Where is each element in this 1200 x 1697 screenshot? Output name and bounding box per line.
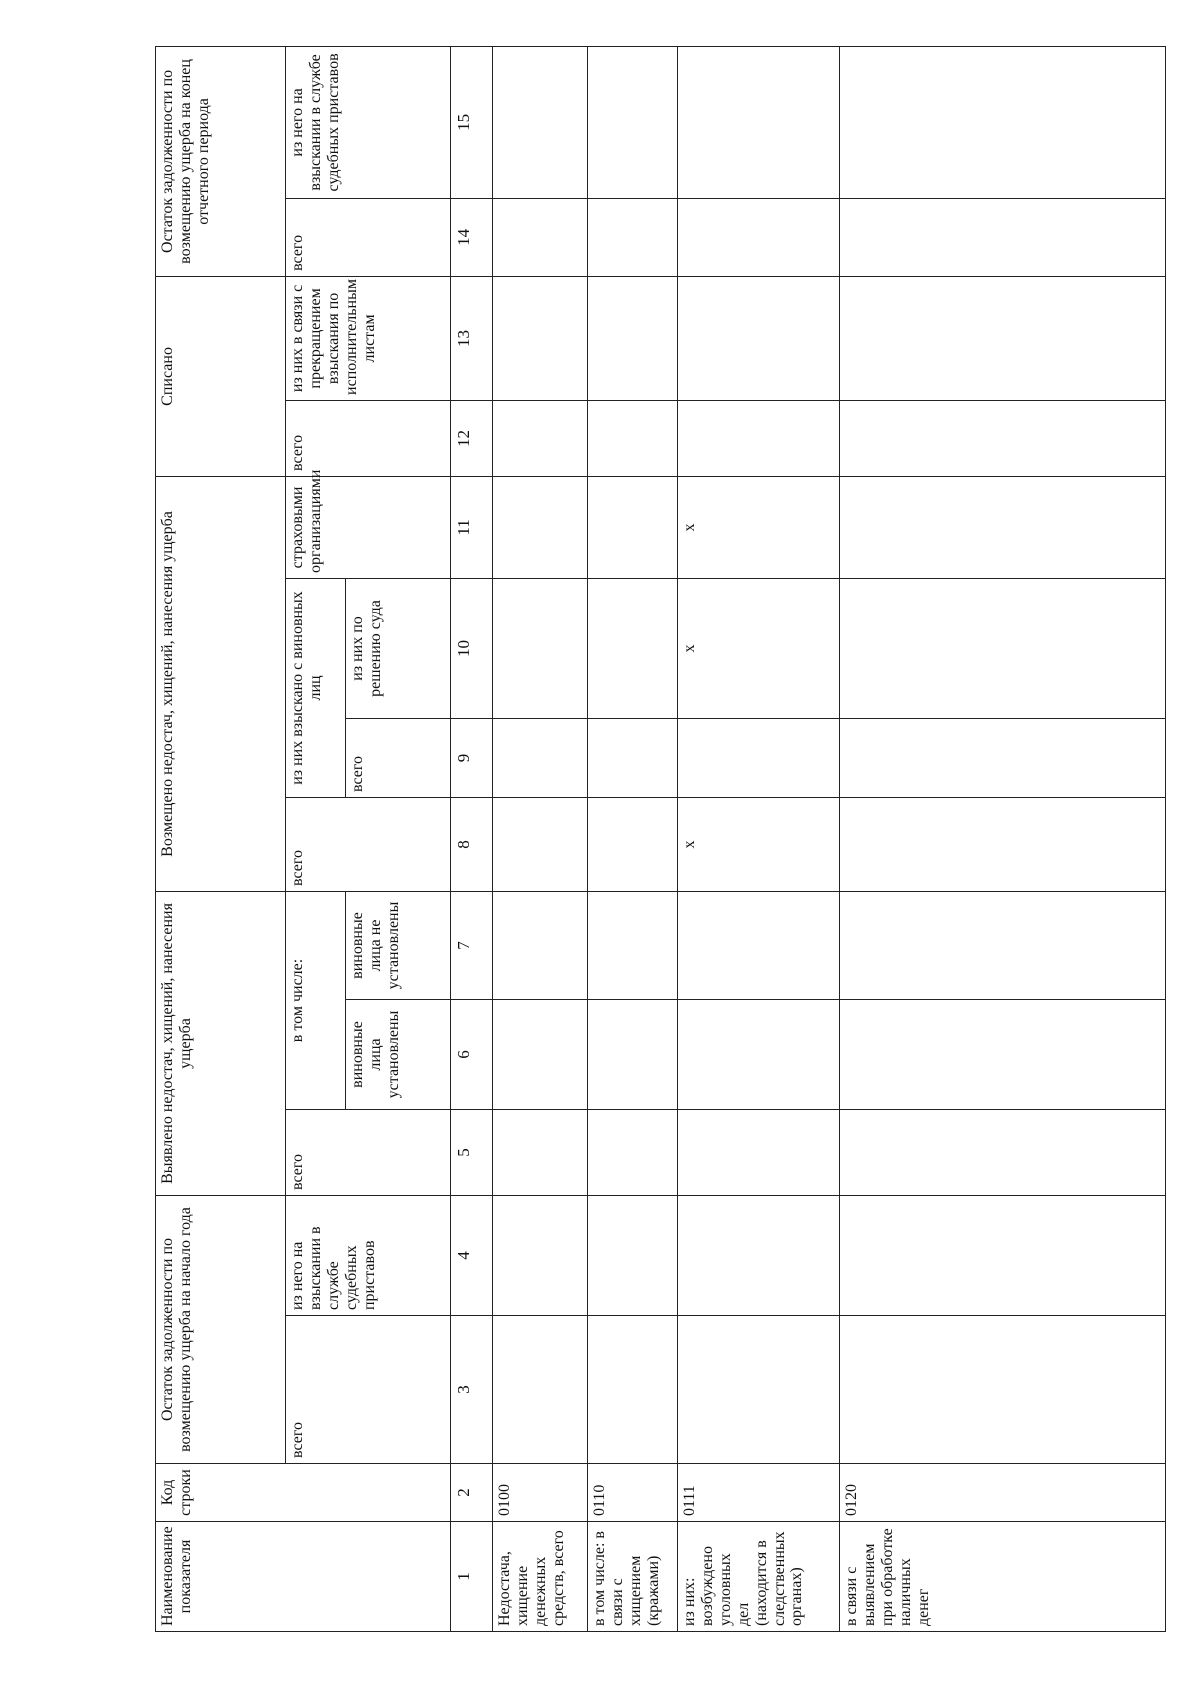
col-num-9: 9: [451, 718, 493, 797]
not-applicable-mark: x: [678, 578, 840, 718]
not-applicable-mark: x: [678, 476, 840, 578]
cell: [493, 1195, 588, 1315]
row-label: Недостача, хищение денежных средств, всего: [493, 1522, 588, 1632]
header-wo-total: всего: [286, 400, 451, 476]
cell: [678, 891, 840, 999]
not-applicable-mark: x: [678, 797, 840, 891]
cell: [588, 276, 678, 400]
col-num-3: 3: [451, 1316, 493, 1464]
cell: [493, 476, 588, 578]
cell: [588, 999, 678, 1109]
cell: [840, 999, 1166, 1109]
col-num-13: 13: [451, 276, 493, 400]
header-row-2: [286, 46, 346, 1631]
col-num-7: 7: [451, 891, 493, 999]
cell: [493, 891, 588, 999]
cell: [588, 718, 678, 797]
cell: [493, 1109, 588, 1195]
col-num-6: 6: [451, 999, 493, 1109]
cell: [678, 276, 840, 400]
col-num-4: 4: [451, 1195, 493, 1315]
table-row: [840, 46, 1166, 1631]
col-num-11: 11: [451, 476, 493, 578]
cell: [678, 1109, 840, 1195]
cell: [678, 718, 840, 797]
cell: [678, 1195, 840, 1315]
header-reimb-court: из них по решению суда: [346, 578, 451, 718]
cell: [588, 46, 678, 198]
col-num-5: 5: [451, 1109, 493, 1195]
cell: [678, 46, 840, 198]
header-found-guilty-known: виновные лица установлены: [346, 999, 451, 1109]
table-row: [588, 46, 678, 1631]
row-label: из них: возбуждено уголовных дел (находится в следственных органах): [678, 1522, 840, 1632]
col-num-12: 12: [451, 400, 493, 476]
row-label: в связи с выявлением при обработке наличных денег: [840, 1522, 1166, 1632]
header-reimb-insurance: страховыми организациями: [286, 476, 451, 578]
cell: [493, 578, 588, 718]
header-code: Код строки: [156, 1464, 451, 1522]
report-table: [155, 46, 1166, 1632]
header-found-total: всего: [286, 1109, 451, 1195]
row-code: 0100: [493, 1464, 588, 1522]
cell: [840, 198, 1166, 276]
header-end-balance: Остаток задолженности по возмещению ущерба на конец отчетного периода: [156, 46, 286, 276]
cell: [493, 46, 588, 198]
cell: [588, 1109, 678, 1195]
col-num-1: 1: [451, 1522, 493, 1632]
cell: [840, 797, 1166, 891]
cell: [678, 999, 840, 1109]
cell: [493, 400, 588, 476]
cell: [493, 1316, 588, 1464]
header-start-balance: Остаток задолженности по возмещению ущерба на начало года: [156, 1195, 286, 1463]
cell: [840, 276, 1166, 400]
cell: [588, 797, 678, 891]
header-start-bailiffs: из него на взыскании в службе судебных приставов: [286, 1195, 451, 1315]
cell: [493, 276, 588, 400]
col-num-2: 2: [451, 1464, 493, 1522]
cell: [588, 400, 678, 476]
cell: [493, 198, 588, 276]
col-num-15: 15: [451, 46, 493, 198]
col-num-8: 8: [451, 797, 493, 891]
cell: [493, 718, 588, 797]
table-row: [493, 46, 588, 1631]
header-reimb-total: всего: [286, 797, 451, 891]
column-number-row: [451, 46, 493, 1631]
cell: [493, 999, 588, 1109]
cell: [678, 1316, 840, 1464]
col-num-14: 14: [451, 198, 493, 276]
header-reimb-guilty-total: всего: [346, 718, 451, 797]
row-code: 0110: [588, 1464, 678, 1522]
cell: [588, 1316, 678, 1464]
header-wo-terminated: из них в связи с прекращением взыскания по исполнительным листам: [286, 276, 451, 400]
rotated-report-sheet: [155, 47, 1165, 1632]
cell: [840, 578, 1166, 718]
cell: [840, 1109, 1166, 1195]
header-written-off: Списано: [156, 276, 286, 476]
cell: [840, 400, 1166, 476]
cell: [588, 476, 678, 578]
cell: [678, 400, 840, 476]
row-code: 0120: [840, 1464, 1166, 1522]
cell: [840, 1195, 1166, 1315]
header-row-1: [156, 46, 286, 1631]
header-found-guilty-unknown: виновные лица не установлены: [346, 891, 451, 999]
cell: [588, 198, 678, 276]
header-found: Выявлено недостач, хищений, нанесения ущерба: [156, 891, 286, 1195]
cell: [840, 46, 1166, 198]
cell: [588, 891, 678, 999]
cell: [840, 476, 1166, 578]
cell: [678, 198, 840, 276]
col-num-10: 10: [451, 578, 493, 718]
cell: [493, 797, 588, 891]
header-start-total: всего: [286, 1316, 451, 1464]
table-row: [678, 46, 840, 1631]
row-code: 0111: [678, 1464, 840, 1522]
cell: [840, 718, 1166, 797]
cell: [840, 1316, 1166, 1464]
header-name: Наименование показателя: [156, 1522, 451, 1632]
header-end-bailiffs: из него на взыскании в службе судебных приставов: [286, 46, 451, 198]
header-reimbursed: Возмещено недостач, хищений, нанесения ущерба: [156, 476, 286, 891]
header-end-total: всего: [286, 198, 451, 276]
row-label: в том числе: в связи с хищением (кражами): [588, 1522, 678, 1632]
cell: [840, 891, 1166, 999]
header-found-incl: в том числе:: [286, 891, 346, 1109]
cell: [588, 578, 678, 718]
header-reimb-from-guilty: из них взыскано с виновных лиц: [286, 578, 346, 797]
cell: [588, 1195, 678, 1315]
